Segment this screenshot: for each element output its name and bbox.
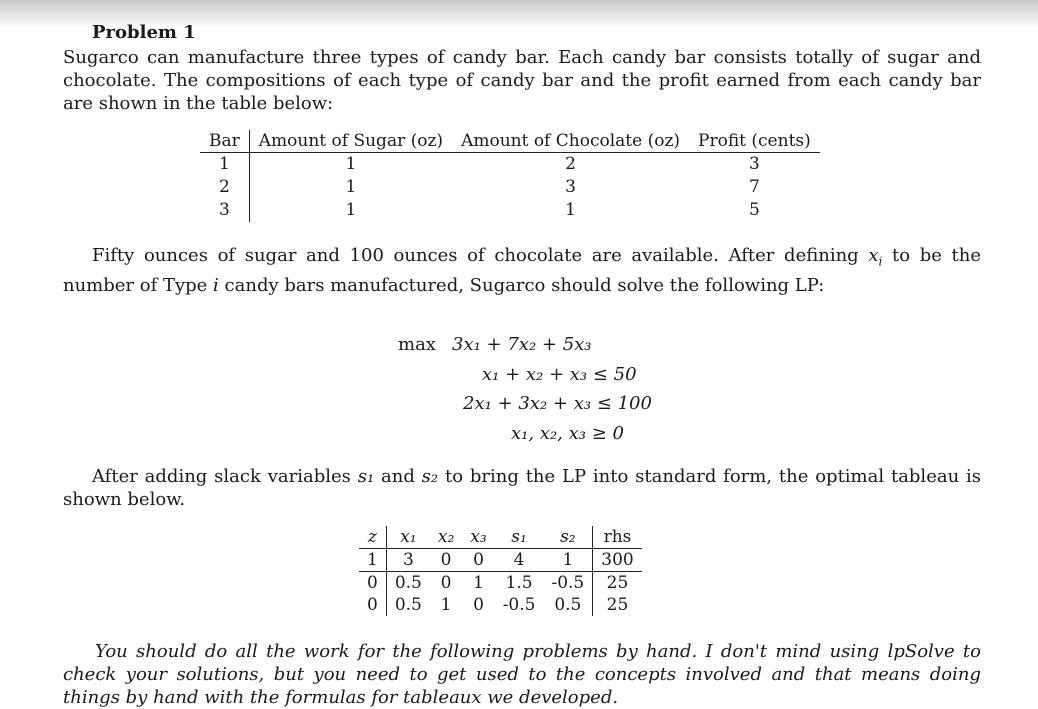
- table-cell: 1: [565, 200, 576, 220]
- closing-paragraph: You should do all the work for the following problems by hand. I don't mind using lpSolve to check your solutions, but you need to get used to the concepts involved and that means doing things by hand with the formulas for tableaux we developed.: [63, 641, 981, 708]
- tableau-cell: 1: [359, 549, 386, 572]
- math-var: $x_i$: [868, 245, 883, 269]
- text-fragment: to bring the LP into standard form, the optimal tableau is shown below.: [63, 466, 981, 510]
- tableau-cell: 25: [606, 573, 629, 593]
- tableau-header-cell: x₁: [386, 526, 430, 549]
- tableau-cell: 1: [543, 549, 592, 572]
- header-chocolate: Amount of Chocolate (oz): [452, 130, 689, 153]
- tableau-cell: 1.5: [505, 573, 533, 593]
- table-cell: 1: [345, 177, 357, 197]
- intro-paragraph: Sugarco can manufacture three types of candy bar. Each candy bar consists totally of sugar and chocolate. The compositions of each type of candy bar and the profit earned from each candy bar are shown in the table below:: [63, 47, 981, 114]
- tableau-cell: 0.5: [394, 573, 422, 593]
- tableau-cell: 0: [430, 549, 462, 572]
- text-fragment: to be the number of Type: [63, 245, 981, 296]
- table-cell: 3: [748, 154, 760, 174]
- text-fragment: After adding slack variables: [92, 466, 358, 487]
- tableau-row: [359, 549, 642, 572]
- table-cell: 2: [200, 176, 249, 199]
- math-var: s₁: [357, 466, 375, 487]
- tableau-cell: 0: [473, 595, 484, 615]
- header-bar: Bar: [200, 130, 249, 153]
- tableau-header-cell: s₁: [495, 526, 544, 549]
- table-cell: 2: [565, 154, 576, 174]
- tableau-header-cell: rhs: [593, 526, 642, 549]
- candy-table: [200, 130, 820, 222]
- text-fragment: Fifty ounces of sugar and 100 ounces of chocolate are available. After defining: [92, 245, 869, 266]
- sugar-paragraph: [63, 244, 981, 297]
- math-var: i: [213, 274, 219, 296]
- lp-constraint-chocolate: 2x₁ + 3x₂ + x₃ ≤ 100: [463, 393, 652, 414]
- table-row: [200, 176, 820, 199]
- tableau-row: [359, 594, 642, 616]
- tableau-cell: 0: [440, 573, 452, 593]
- lp-objective: 3x₁ + 7x₂ + 5x₃: [452, 334, 592, 355]
- tableau-cell: -0.5: [543, 572, 592, 595]
- tableau-header: [359, 526, 642, 549]
- tableau-cell: 3: [386, 549, 430, 572]
- tableau-header-cell: s₂: [543, 526, 592, 549]
- tableau-cell: 0: [359, 572, 386, 595]
- table-cell: 3: [565, 177, 576, 197]
- tableau-cell: 0.5: [543, 594, 592, 616]
- optimal-tableau: [359, 526, 642, 616]
- math-var: s₂: [421, 466, 439, 487]
- tableau-cell: 0.5: [394, 595, 422, 615]
- tableau-header-cell: z: [359, 526, 386, 549]
- slack-paragraph: [63, 465, 981, 511]
- tableau-row: [359, 572, 642, 595]
- text-fragment: and: [374, 466, 422, 487]
- lp-constraint-sugar: x₁ + x₂ + x₃ ≤ 50: [482, 364, 637, 385]
- problem-title: Problem 1: [92, 22, 196, 43]
- tableau-cell: 1: [440, 595, 452, 615]
- candy-table-header: [200, 130, 820, 153]
- tableau-header-cell: x₃: [462, 526, 494, 549]
- header-profit: Profit (cents): [689, 130, 820, 153]
- tableau-cell: 300: [593, 549, 642, 572]
- lp-max-keyword: max: [398, 334, 436, 355]
- table-cell: 1: [345, 200, 357, 220]
- text-fragment: candy bars manufactured, Sugarco should solve the following LP:: [218, 274, 825, 296]
- table-cell: 3: [200, 199, 249, 222]
- tableau-cell: -0.5: [502, 595, 536, 615]
- table-row: [200, 153, 820, 177]
- tableau-cell: 0: [359, 594, 386, 616]
- table-cell: 1: [345, 154, 357, 174]
- header-sugar: Amount of Sugar (oz): [249, 130, 452, 153]
- tableau-header-cell: x₂: [430, 526, 462, 549]
- tableau-cell: 4: [495, 549, 544, 572]
- table-cell: 7: [748, 177, 760, 197]
- tableau-cell: 1: [473, 573, 484, 593]
- table-cell: 5: [748, 200, 760, 220]
- tableau-cell: 25: [606, 595, 629, 615]
- table-cell: 1: [200, 153, 249, 177]
- table-row: [200, 199, 820, 222]
- tableau-cell: 0: [462, 549, 494, 572]
- lp-nonnegativity: x₁, x₂, x₃ ≥ 0: [511, 423, 624, 444]
